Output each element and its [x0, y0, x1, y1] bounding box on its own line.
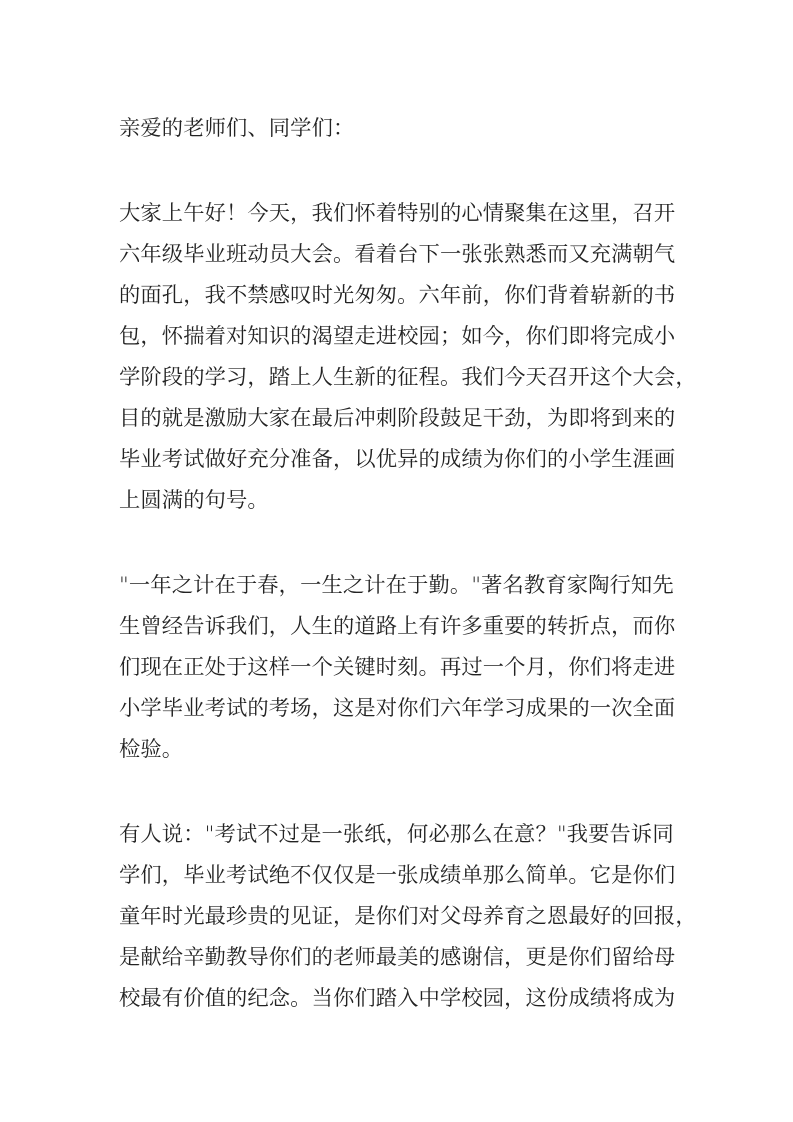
text-line: 检验。 — [119, 737, 184, 762]
text-line: 小学毕业考试的考场，这是对你们六年学习成果的一次全面 — [119, 696, 676, 721]
text-line: 学阶段的学习，踏上人生新的征程。我们今天召开这个大会， — [119, 365, 697, 390]
text-line: 校最有价值的纪念。当你们踏入中学校园，这份成绩将成为 — [119, 986, 676, 1011]
text-line: 有人说："考试不过是一张纸，何必那么在意？"我要告诉同 — [119, 822, 674, 847]
text-line: 目的就是激励大家在最后冲刺阶段鼓足干劲，为即将到来的 — [119, 406, 676, 431]
text-line: 六年级毕业班动员大会。看着台下一张张熟悉而又充满朝气 — [119, 242, 676, 267]
text-line: 童年时光最珍贵的见证，是你们对父母养育之恩最好的回报， — [119, 904, 697, 929]
text-line: 包，怀揣着对知识的渴望走进校园；如今，你们即将完成小 — [119, 324, 676, 349]
text-line: 毕业考试做好充分准备，以优异的成绩为你们的小学生涯画 — [119, 447, 676, 472]
paragraph-list — [119, 193, 697, 1019]
text-line: 的面孔，我不禁感叹时光匆匆。六年前，你们背着崭新的书 — [119, 283, 676, 308]
text-line: "一年之计在于春，一生之计在于勤。"著名教育家陶行知先 — [119, 573, 674, 598]
paragraph — [119, 565, 679, 770]
text-line: 生曾经告诉我们，人生的道路上有许多重要的转折点，而你 — [119, 614, 676, 639]
text-line: 是献给辛勤教导你们的老师最美的感谢信，更是你们留给母 — [119, 945, 676, 970]
document-page — [119, 108, 697, 1019]
paragraph — [119, 814, 697, 1019]
text-line: 大家上午好！今天，我们怀着特别的心情聚集在这里，召开 — [119, 201, 676, 226]
text-line: 们现在正处于这样一个关键时刻。再过一个月，你们将走进 — [119, 655, 676, 680]
salutation-line: 亲爱的老师们、同学们： — [119, 116, 355, 141]
text-line: 上圆满的句号。 — [119, 488, 269, 513]
paragraph — [119, 193, 697, 521]
text-line: 学们，毕业考试绝不仅仅是一张成绩单那么简单。它是你们 — [119, 863, 676, 888]
